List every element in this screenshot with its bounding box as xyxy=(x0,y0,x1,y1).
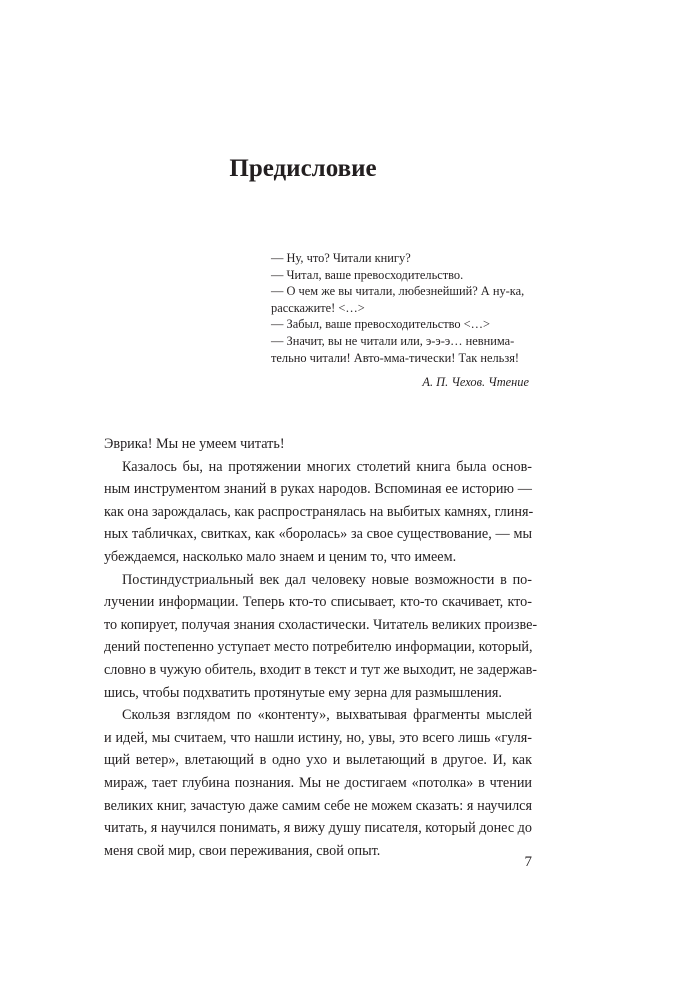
page-number: 7 xyxy=(524,854,532,870)
text-line: щий ветер», влетающий в одно ухо и вылетающий в другое. И, как xyxy=(104,752,532,769)
paragraph xyxy=(104,433,532,456)
body-text xyxy=(104,433,538,862)
text-line: Эврика! Мы не умеем читать! xyxy=(104,436,285,452)
text-line: меня свой мир, свои переживания, свой опыт. xyxy=(104,842,381,859)
text-line: читать, я научился понимать, я вижу душу писателя, который донес до xyxy=(104,820,532,837)
text-line: и идей, мы считаем, что нашли истину, но, увы, это всего лишь «гуля- xyxy=(104,729,532,746)
paragraph xyxy=(104,704,532,862)
text-line: Скользя взглядом по «контенту», выхватывая фрагменты мыслей xyxy=(122,707,532,724)
text-line: Постиндустриальный век дал человеку новые возможности в по- xyxy=(122,571,532,588)
text-line: Казалось бы, на протяжении многих столетий книга была основ- xyxy=(122,458,532,475)
epigraph-line: расскажите! <…> xyxy=(271,300,365,315)
text-line: то копирует, получая знания схоластически. Читатель великих произве- xyxy=(104,616,538,633)
epigraph-line: тельно читали! Авто-мма-тически! Так нельзя! xyxy=(271,350,520,365)
text-line: шись, чтобы подхватить протянутые ему зерна для размышления. xyxy=(104,684,502,701)
epigraph xyxy=(271,250,529,391)
paragraph xyxy=(104,456,532,569)
text-line: словно в чужую обитель, входит в текст и тут же выходит, не задержав- xyxy=(104,661,538,678)
text-line: как она зарождалась, как распространялась на выбитых камнях, глиня- xyxy=(104,503,534,520)
text-line: лучении информации. Теперь кто-то списывает, кто-то скачивает, кто- xyxy=(104,594,532,611)
epigraph-line: — Читал, ваше превосходительство. xyxy=(271,267,464,282)
text-line: мираж, тает глубина познания. Мы не достигаем «потолка» в чтении xyxy=(104,774,532,791)
text-line: великих книг, зачастую даже самим себе не можем сказать: я научился xyxy=(104,797,532,814)
text-line: ных табличках, свитках, как «боролась» за свое существование, — мы xyxy=(104,526,532,543)
epigraph-line: — Ну, что? Читали книгу? xyxy=(271,251,411,265)
text-line: убеждаемся, насколько мало знаем и ценим то, что имеем. xyxy=(104,548,457,565)
epigraph-line: — Значит, вы не читали или, э-э-э… невнима- xyxy=(271,333,515,348)
epigraph-line: — О чем же вы читали, любезнейший? А ну-ка, xyxy=(271,284,525,299)
text-line: дений постепенно уступает место потребителю информации, который, xyxy=(104,639,533,656)
epigraph-line: — Забыл, ваше превосходительство <…> xyxy=(271,317,491,332)
paragraph xyxy=(104,569,538,705)
text-line: ным инструментом знаний в руках народов. Вспоминая ее историю — xyxy=(104,481,532,498)
chapter-heading: Предисловие xyxy=(229,155,377,182)
epigraph-source: А. П. Чехов. Чтение xyxy=(422,375,529,390)
